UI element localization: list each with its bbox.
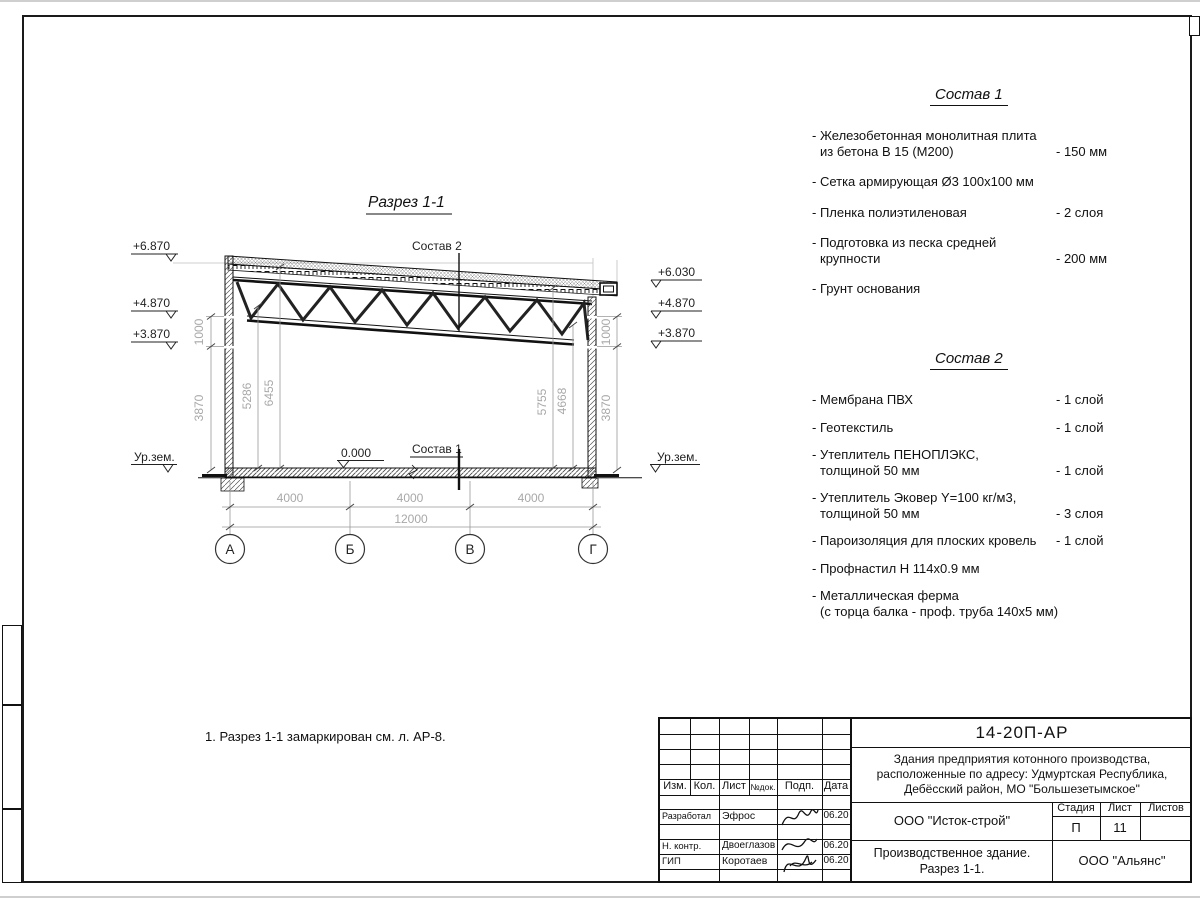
vertical-dimensions xyxy=(192,264,622,473)
spec-item-name: - Грунт основания xyxy=(812,281,921,296)
spec-item-name: - Металлическая ферма (с торца балка - проф. труба 140х5 мм) xyxy=(812,588,1059,619)
spec-item xyxy=(800,235,1200,266)
callout-label: Состав 1 xyxy=(412,442,462,456)
spec1-heading xyxy=(930,86,1200,104)
right-wall xyxy=(588,297,596,478)
spec-item-value: - 3 слоя xyxy=(1056,505,1104,521)
elevation-marks-right xyxy=(650,265,702,472)
object-name: Производственное здание. Разрез 1-1. xyxy=(873,845,1031,876)
ground-level-label: Ур.зем. xyxy=(657,450,698,464)
foundation-left xyxy=(221,478,244,491)
doc-number: 14-20П-АР xyxy=(975,723,1069,743)
spec-item xyxy=(800,174,1200,190)
title-block xyxy=(658,717,1192,883)
sheet-label: Лист xyxy=(1108,802,1132,815)
margin-box-divider xyxy=(3,808,21,810)
role-razrabotal: Разработал xyxy=(662,810,711,821)
spec-item-value: - 1 слой xyxy=(1056,419,1104,435)
dim-label: 12000 xyxy=(394,512,428,526)
axis-label: В xyxy=(465,542,475,557)
sheet-value: 11 xyxy=(1113,819,1127,835)
dim-label: 5286 xyxy=(240,382,254,410)
axis-label: Б xyxy=(345,542,355,557)
spec-sostav-2 xyxy=(800,350,1200,631)
dim-label: 3870 xyxy=(192,394,206,422)
role-gip: ГИП xyxy=(662,855,681,867)
elevation-label: +6.870 xyxy=(132,239,170,253)
spec-item xyxy=(800,447,1200,478)
signature-nkontr-gip xyxy=(776,832,821,880)
elevation-label: +3.870 xyxy=(658,326,696,340)
margin-box-divider xyxy=(3,704,21,706)
paper-edge-bottom xyxy=(0,896,1200,898)
spec-item xyxy=(800,281,1200,297)
spec-item-name: - Профнастил Н 114х0.9 мм xyxy=(812,560,980,576)
spec-item-value: - 1 слой xyxy=(1056,462,1104,478)
spec-sostav-1 xyxy=(800,86,1200,312)
grid-axes xyxy=(216,535,608,564)
spec2-heading-text: Состав 2 xyxy=(930,350,1008,370)
elevation-label: +4.870 xyxy=(132,296,170,310)
dim-label: 4000 xyxy=(276,491,304,505)
sheets-value xyxy=(1140,816,1192,840)
spec-item-name: - Мембрана ПВХ xyxy=(812,392,913,407)
callout-label: Состав 2 xyxy=(412,239,462,253)
spec-item-value: - 1 слой xyxy=(1056,392,1104,407)
horizontal-dimensions xyxy=(222,481,601,534)
name-gip: Коротаев xyxy=(722,854,768,867)
spec2-heading xyxy=(930,350,1200,368)
col-ndok: №док. xyxy=(750,781,776,792)
elevation-label: +4.870 xyxy=(658,296,696,310)
left-wall xyxy=(225,256,233,478)
org-customer: ООО "Альянс" xyxy=(1078,853,1166,869)
spec-item-name: - Сетка армирующая Ø3 100х100 мм xyxy=(812,174,1034,189)
org-designer: ООО "Исток-строй" xyxy=(893,812,1011,828)
level-zero-label: 0.000 xyxy=(341,446,372,460)
end-beam-inner xyxy=(604,286,614,292)
role-nkontr: Н. контр. xyxy=(662,840,702,852)
spec-item xyxy=(800,128,1200,159)
dim-label: 1000 xyxy=(192,318,206,346)
paper-edge-top xyxy=(0,0,1200,2)
corner-stamp-box xyxy=(1189,16,1200,36)
dim-label: 1000 xyxy=(599,318,613,346)
spec-item-name: - Пленка полиэтиленовая xyxy=(812,204,967,220)
signature-razrabotal xyxy=(778,804,821,831)
dim-label: 4668 xyxy=(555,387,569,415)
spec-item-value: - 150 мм xyxy=(1056,143,1108,159)
section-drawing xyxy=(40,170,760,590)
axis-label: А xyxy=(225,542,235,557)
date-gip: 06.20 xyxy=(823,855,849,867)
drawing-title-text: Разрез 1-1 xyxy=(368,194,445,211)
sheets-label: Листов xyxy=(1148,802,1184,815)
col-podp: Подп. xyxy=(784,780,815,793)
dim-label: 4000 xyxy=(517,491,545,505)
spec-item xyxy=(800,205,1200,221)
spec-item-value: - 1 слой xyxy=(1056,533,1104,548)
spec-item-name: - Утеплитель ПЕНОПЛЭКС, толщиной 50 мм xyxy=(812,447,979,478)
floor-ground xyxy=(198,465,642,491)
name-razrabotal: Эфрос xyxy=(722,809,756,822)
level-zero-mark xyxy=(337,446,384,468)
spec-item xyxy=(800,533,1200,549)
spec-item-name: - Пароизоляция для плоских кровель xyxy=(812,533,1037,548)
axis-label: Г xyxy=(589,542,597,557)
spec-item xyxy=(800,392,1200,408)
dim-label: 5755 xyxy=(535,388,549,416)
stage-value: П xyxy=(1071,819,1081,835)
spec-item-name: - Железобетонная монолитная плита из бетона В 15 (М200) xyxy=(812,128,1037,159)
spec-item xyxy=(800,588,1200,619)
date-razrabotal: 06.20 xyxy=(823,810,849,822)
stage-label: Стадия xyxy=(1057,802,1095,815)
spec-item xyxy=(800,561,1200,577)
dim-label: 6455 xyxy=(262,379,276,407)
spec-item-value: - 200 мм xyxy=(1056,250,1108,266)
dim-label: 3870 xyxy=(599,394,613,422)
date-nkontr: 06.20 xyxy=(823,840,849,852)
callout-sostav1 xyxy=(410,442,463,490)
project-name: Здания предприятия котонного производства, расположенные по адресу: Удмуртская Республика, Дебёсский район, МО "Большезетымское" xyxy=(876,752,1168,796)
sheet-note: 1. Разрез 1-1 замаркирован см. л. АР-8. xyxy=(205,729,446,744)
drawing-title xyxy=(366,194,452,214)
spec-item-name: - Геотекстиль xyxy=(812,419,894,435)
spec-item-value: - 2 слоя xyxy=(1056,204,1104,220)
col-kol: Кол. xyxy=(693,780,716,793)
elevation-label: +6.030 xyxy=(658,265,696,279)
dim-label: 4000 xyxy=(396,491,424,505)
name-nkontr: Двоеглазов xyxy=(722,840,776,852)
elevation-label: +3.870 xyxy=(132,327,170,341)
margin-stamp-boxes xyxy=(2,625,22,883)
foundation-right xyxy=(582,478,598,488)
spec1-heading-text: Состав 1 xyxy=(930,86,1008,106)
col-list: Лист xyxy=(722,780,746,793)
spec-item-name: - Утеплитель Эковер Y=100 кг/м3, толщиной 50 мм xyxy=(812,490,1017,521)
ground-level-label: Ур.зем. xyxy=(134,450,175,464)
spec-item xyxy=(800,420,1200,436)
elevation-marks-left xyxy=(131,239,178,472)
col-izm: Изм. xyxy=(663,780,687,793)
col-data: Дата xyxy=(823,780,849,793)
spec-item xyxy=(800,490,1200,521)
spec-item-name: - Подготовка из песка средней крупности xyxy=(812,235,997,266)
